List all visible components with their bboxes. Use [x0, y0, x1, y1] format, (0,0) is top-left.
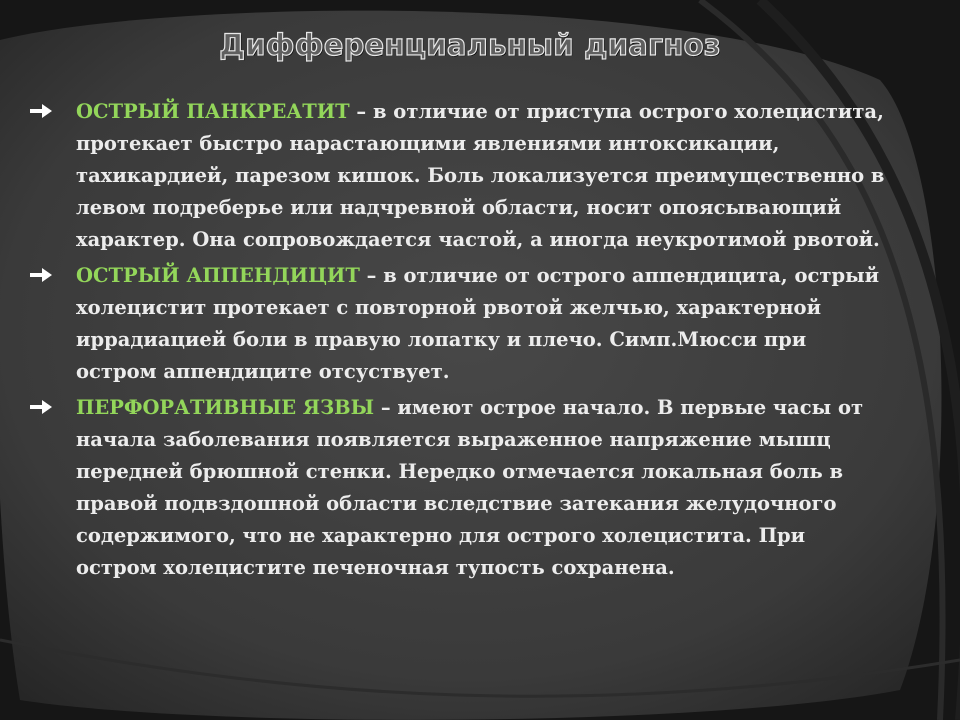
bullet-term: ПЕРФОРАТИВНЫЕ ЯЗВЫ: [76, 396, 375, 419]
bullet-item: [28, 96, 888, 256]
bullet-item: [28, 260, 888, 388]
slide-title: Дифференциальный диагноз: [219, 28, 721, 62]
bullet-text: – в отличие от приступа острого холецистита, протекает быстро нарастающими явлениями интоксикации, тахикардией, парезом кишок. Боль локализуется преимущественно в левом подреберье или надчревной области, носит опоясывающий характер. Она сопровождается частой, а иногда неукротимой рвотой.: [76, 100, 885, 251]
bullet-term: ОСТРЫЙ АППЕНДИЦИТ: [76, 264, 360, 287]
arrow-right-icon: [28, 101, 54, 121]
arrow-right-icon: [28, 265, 54, 285]
bullet-text: – имеют острое начало. В первые часы от начала заболевания появляется выраженное напряжение мышц передней брюшной стенки. Нередко отмечается локальная боль в правой подвздошной области вследствие затекания желудочного содержимого, что не характерно для острого холецистита. При остром холецистите печеночная тупость сохранена.: [76, 396, 864, 579]
bullet-item: [28, 392, 888, 584]
bullet-list: [28, 96, 888, 588]
arrow-right-icon: [28, 397, 54, 417]
bullet-term: ОСТРЫЙ ПАНКРЕАТИТ: [76, 100, 350, 123]
bullet-text: – в отличие от острого аппендицита, острый холецистит протекает с повторной рвотой желчью, характерной иррадиацией боли в правую лопатку и плечо. Симп.Мюсси при остром аппендиците отсуствует.: [76, 264, 880, 383]
